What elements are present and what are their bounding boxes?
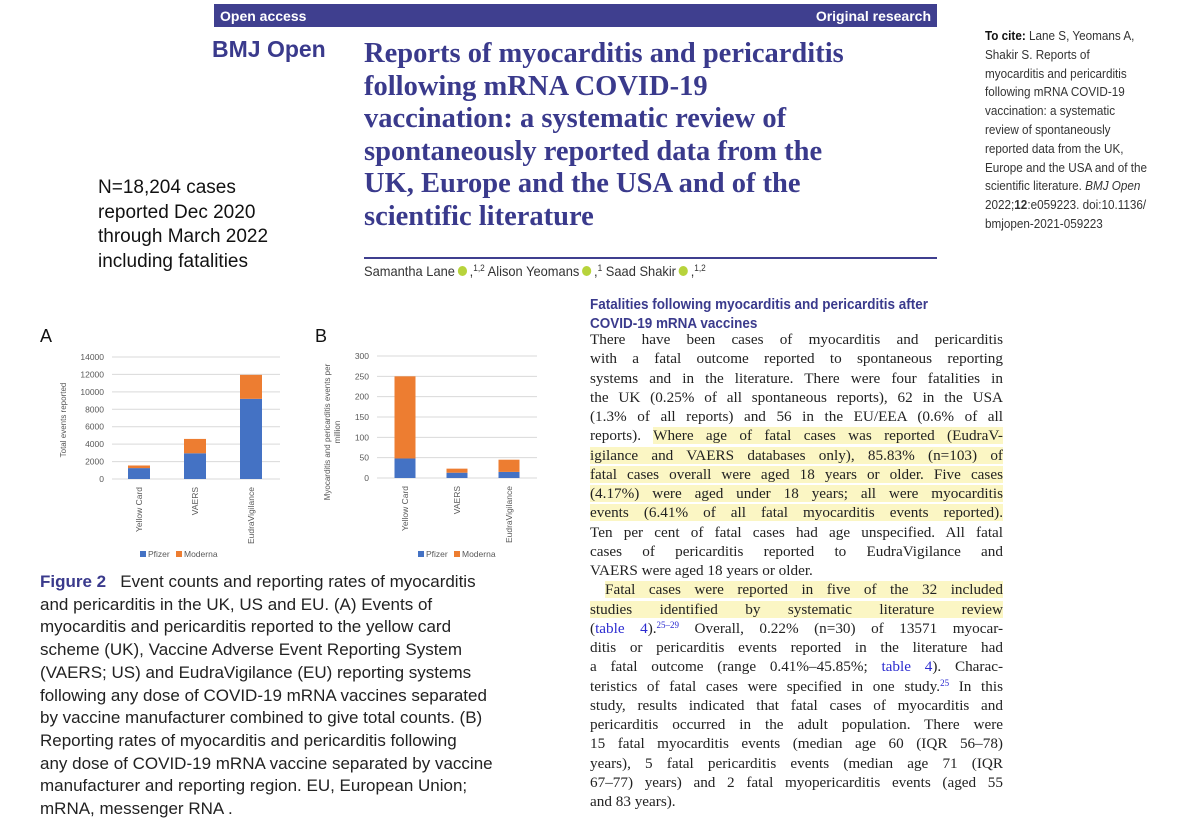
caption-line <box>40 730 493 753</box>
x-tick-label: EudraVigilance <box>504 486 514 544</box>
bar-moderna <box>184 439 206 453</box>
cite-text: :e059223. doi:10.1136/ <box>1027 197 1147 213</box>
author-name: Alison Yeomans <box>487 263 580 279</box>
text-span: cases of pericarditis reported to EudraVigilance and <box>590 542 1003 560</box>
legend-label: Moderna <box>462 549 496 559</box>
caption-text: Event counts and reporting rates of myocarditis <box>120 572 476 591</box>
note-line: N=18,204 cases <box>98 177 236 198</box>
text-span: ). <box>647 619 657 637</box>
text-span: VAERS were aged 18 years or older. <box>590 562 813 579</box>
body-line <box>590 446 1003 465</box>
caption-line <box>40 639 493 662</box>
body-line <box>590 677 1003 696</box>
y-axis-label: Myocarditis and pericarditis events per <box>323 363 332 501</box>
cite-text: reported data from the UK, <box>985 140 1124 156</box>
text-span: reports). <box>590 427 654 445</box>
text-span: teristics of fatal cases were specified in one study. <box>590 677 941 695</box>
bar-moderna <box>128 465 150 468</box>
cite-text: following mRNA COVID-19 <box>985 84 1125 100</box>
title-line: following mRNA COVID-19 <box>364 70 708 102</box>
text-span: ( <box>590 619 596 637</box>
cite-text: myocarditis and pericarditis <box>985 65 1127 81</box>
y-tick-label: 150 <box>354 412 369 422</box>
body-line <box>590 330 1003 349</box>
body-line <box>590 715 1003 734</box>
table-link[interactable]: table 4 <box>881 658 933 676</box>
body-line <box>590 523 1003 542</box>
text-span: and 83 years). <box>590 793 676 810</box>
figure-label: Figure 2 <box>40 572 107 591</box>
body-line <box>590 561 1003 580</box>
caption-text: Reporting rates of myocarditis and pericarditis following <box>40 730 457 750</box>
author-name: Saad Shakir <box>605 263 676 279</box>
text-span: a fatal outcome (range 0.41%–45.85%; <box>590 658 882 676</box>
y-tick-label: 14000 <box>80 352 104 362</box>
y-tick-label: 4000 <box>85 439 104 450</box>
heading-line: COVID-19 mRNA vaccines <box>590 316 758 332</box>
y-tick-label: 200 <box>354 391 369 402</box>
text-span: years), 5 fatal pericarditis events (median age 71 (IQR <box>590 754 1003 772</box>
legend-label: Pfizer <box>426 549 448 559</box>
cite-text: Shakir S. Reports of <box>985 46 1090 62</box>
panel-label-b: B <box>315 326 328 346</box>
text-span: the UK (0.25% of all spontaneous reports), 62 in the USA <box>590 388 1003 406</box>
body-line <box>590 696 1003 715</box>
figure-2-charts <box>0 340 560 570</box>
y-tick-label: 50 <box>359 452 369 463</box>
bar-pfizer <box>499 472 520 478</box>
body-line <box>590 792 1003 811</box>
body-line <box>590 369 1003 388</box>
title-divider <box>364 257 937 259</box>
cite-line <box>985 83 1147 102</box>
journal-name: BMJ Open <box>1085 178 1141 194</box>
article-title <box>364 38 844 233</box>
open-access-label: Open access <box>220 7 307 24</box>
legend-label: Moderna <box>184 549 218 559</box>
body-line <box>590 349 1003 368</box>
title-line: scientific literature <box>364 200 594 232</box>
body-line <box>590 657 1003 676</box>
x-tick-label: EudraVigilance <box>246 487 256 545</box>
title-line: Reports of myocarditis and pericarditis <box>364 38 844 69</box>
reference-superscript: 25–29 <box>656 619 680 630</box>
author-affiliation: 1,2 <box>694 263 706 273</box>
text-span: systems and in the literature. There were four fatalities in <box>590 369 1003 387</box>
body-line <box>590 503 1003 522</box>
y-tick-label: 300 <box>354 351 369 361</box>
caption-line <box>40 662 493 685</box>
x-tick-label: Yellow Card <box>134 487 144 533</box>
article-type-label: Original research <box>815 7 931 24</box>
heading-line: Fatalities following myocarditis and pericarditis after <box>590 297 928 313</box>
body-line <box>590 465 1003 484</box>
author-list <box>364 263 706 279</box>
y-tick-label: 8000 <box>85 404 104 415</box>
cite-text: Europe and the USA and of the <box>985 159 1147 175</box>
x-tick-label: VAERS <box>452 486 462 515</box>
highlighted-text: (4.17%) were aged under 18 years; all were myocarditis <box>590 485 1003 502</box>
panel-label-a: A <box>40 326 53 346</box>
cite-label: To cite: <box>985 28 1026 43</box>
caption-text: manufacturer and reporting region. EU, European Union; <box>40 776 468 796</box>
caption-line <box>40 753 493 776</box>
cite-line <box>985 121 1147 140</box>
text-span: ). Charac- <box>932 658 1004 676</box>
note-line: through March 2022 <box>98 226 269 247</box>
bar-moderna <box>395 376 416 458</box>
title-line: vaccination: a systematic review of <box>364 103 787 134</box>
text-span: ditis or pericarditis events reported in the literature had <box>590 639 1003 656</box>
body-line <box>590 388 1003 407</box>
y-tick-label: 0 <box>364 473 369 483</box>
caption-text: mRNA, messenger RNA . <box>40 799 233 819</box>
body-line <box>590 426 1003 445</box>
journal-logo: BMJ Open <box>212 36 326 62</box>
orcid-icon <box>458 266 467 276</box>
highlighted-text: Where age of fatal cases was reported (EudraV- <box>653 427 1003 445</box>
caption-line <box>40 798 493 821</box>
caption-text: scheme (UK), Vaccine Adverse Event Reporting System <box>40 640 463 660</box>
highlighted-text: events (6.41% of all fatal myocarditis events reported). <box>590 504 1003 522</box>
y-axis-label: Total events reported <box>59 382 68 458</box>
separator: , <box>469 263 474 279</box>
highlighted-text: Fatal cases were reported in five of the 32 included <box>605 581 1003 599</box>
bar-pfizer <box>447 473 468 478</box>
body-line <box>590 542 1003 561</box>
legend-label: Pfizer <box>148 549 170 559</box>
cite-line <box>985 102 1147 121</box>
separator: , <box>690 263 695 279</box>
cite-line <box>985 196 1147 215</box>
text-span: Ten per cent of fatal cases had age unspecified. All fatal <box>590 523 1003 541</box>
caption-text: by vaccine manufacturer combined to give total counts. (B) <box>40 708 483 728</box>
bar-pfizer <box>184 453 206 479</box>
figure-caption <box>40 571 493 821</box>
body-line <box>590 600 1003 619</box>
cite-line <box>985 159 1147 178</box>
note-line: including fatalities <box>98 250 248 272</box>
body-line <box>590 734 1003 753</box>
cite-text: vaccination: a systematic <box>985 103 1116 119</box>
text-span: There have been cases of myocarditis and pericarditis <box>590 331 1003 348</box>
caption-text: any dose of COVID-19 mRNA vaccine separated by vaccine <box>40 753 493 773</box>
caption-line <box>40 616 493 639</box>
citation-block <box>985 27 1147 234</box>
title-line: UK, Europe and the USA and of the <box>364 168 801 199</box>
cite-text: review of spontaneously <box>985 121 1111 137</box>
text-span: In this <box>949 677 1003 695</box>
cite-text: Lane S, Yeomans A, <box>1025 28 1135 43</box>
bar-pfizer <box>128 468 150 479</box>
body-line <box>590 580 1003 599</box>
body-line <box>590 754 1003 773</box>
journal-header-bar <box>214 4 937 27</box>
orcid-icon <box>582 266 591 276</box>
bar-moderna <box>447 469 468 473</box>
y-tick-label: 10000 <box>80 386 104 397</box>
table-link[interactable]: table 4 <box>595 619 648 637</box>
text-span: study, results indicated that fatal cases of myocarditis and <box>590 696 1003 714</box>
body-line <box>590 407 1003 426</box>
caption-text: and pericarditis in the UK, US and EU. (A) Events of <box>40 594 433 614</box>
text-span: 67–77) years) and 2 fatal myopericarditis events (aged 55 <box>590 773 1003 791</box>
y-axis-label: million <box>333 420 342 444</box>
caption-line <box>40 571 493 594</box>
legend-swatch-moderna <box>176 551 182 557</box>
bar-pfizer <box>395 458 416 478</box>
note-line: reported Dec 2020 <box>98 201 256 223</box>
title-line: spontaneously reported data from the <box>364 135 823 167</box>
cite-line <box>985 65 1147 84</box>
body-line <box>590 484 1003 503</box>
caption-line <box>40 775 493 798</box>
text-span: 15 fatal myocarditis events (median age 60 (IQR 56–78) <box>590 735 1003 753</box>
section-heading <box>590 296 928 334</box>
author-name: Samantha Lane <box>364 263 455 279</box>
text-span: (1.3% of all reports) and 56 in the EU/EEA (0.6% of all <box>590 408 1003 425</box>
highlighted-text: studies identified by systematic literature review <box>590 600 1003 618</box>
highlighted-text: fatal cases overall were aged 18 years or older. Five cases <box>590 465 1003 483</box>
x-tick-label: VAERS <box>190 487 200 516</box>
y-tick-label: 100 <box>354 432 369 443</box>
caption-line <box>40 707 493 730</box>
body-line <box>590 638 1003 657</box>
cite-line <box>985 27 1147 46</box>
cite-text: 2022; <box>985 197 1015 213</box>
author-affiliation: 1,2 <box>473 263 485 273</box>
cite-text: scientific literature. <box>985 178 1086 194</box>
highlighted-text: igilance and VAERS databases only), 85.83% (n=103) of <box>590 446 1003 464</box>
cite-line <box>985 177 1147 196</box>
x-tick-label: Yellow Card <box>400 486 410 532</box>
legend-swatch-pfizer <box>140 551 146 557</box>
y-tick-label: 0 <box>99 474 104 484</box>
body-line <box>590 619 1003 638</box>
caption-line <box>40 594 493 617</box>
caption-line <box>40 685 493 708</box>
text-span: with a fatal outcome reported to spontaneous reporting <box>590 350 1003 368</box>
cite-line <box>985 46 1147 65</box>
body-text <box>590 330 1003 811</box>
y-tick-label: 2000 <box>85 456 104 467</box>
legend-swatch-moderna <box>454 551 460 557</box>
caption-text: myocarditis and pericarditis reported to the yellow card <box>40 617 452 637</box>
bar-moderna <box>499 460 520 472</box>
text-span: pericarditis occurred in the adult population. There were <box>590 716 1003 733</box>
reference-superscript: 25 <box>940 677 950 688</box>
y-tick-label: 250 <box>354 371 369 382</box>
bar-pfizer <box>240 399 262 479</box>
cite-line <box>985 215 1147 234</box>
y-tick-label: 6000 <box>85 421 104 432</box>
volume: 12 <box>1014 197 1028 213</box>
caption-text: (VAERS; US) and EudraVigilance (EU) reporting systems <box>40 662 472 682</box>
bar-moderna <box>240 375 262 399</box>
y-tick-label: 12000 <box>80 369 104 380</box>
cite-text: bmjopen-2021-059223 <box>985 215 1103 231</box>
caption-text: following any dose of COVID-19 mRNA vaccines separated <box>40 685 487 705</box>
body-line <box>590 773 1003 792</box>
text-span: Overall, 0.22% (n=30) of 13571 myocar- <box>679 619 1004 637</box>
orcid-icon <box>679 266 688 276</box>
cite-line <box>985 140 1147 159</box>
legend-swatch-pfizer <box>418 551 424 557</box>
annotation-note <box>98 176 268 274</box>
author-affiliation: 1 <box>597 263 603 273</box>
separator: , <box>594 263 598 279</box>
